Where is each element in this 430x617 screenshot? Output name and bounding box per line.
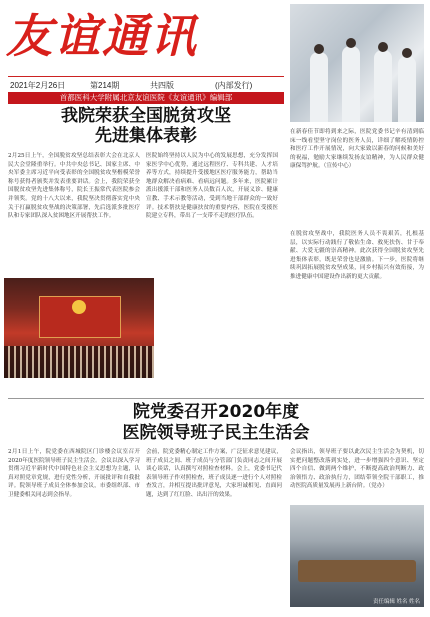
ceremony-photo — [4, 278, 154, 378]
top-photo — [290, 4, 424, 122]
headline-2 — [8, 402, 424, 444]
side-column-text: 在新春佳节即将到来之际，医院党委书记辛有清到临床一线看望坚守岗位的医务人员，详细了解疫情防控和医疗工作开展情况，向大家致以新春的问候和美好的祝福，勉励大家继续发扬友谊精神，为人民群众健康保驾护航。（宣传中心） — [290, 129, 424, 170]
masthead-rule — [8, 76, 284, 77]
article-1-col-1: 2月25日上午，全国脱贫攻坚总结表彰大会在北京人民大会堂隆重举行。中共中央总书记、国家主席、中央军委主席习近平向受表彰的全国脱贫攻坚楷模荣誉称号获得者颁奖并发表重要讲话。会上，我院荣获全国脱贫攻坚先进集体称号，院长王振常代表医院参会并领奖。党的十八大以来，我院坚决贯彻落实党中央关于打赢脱贫攻坚战的决策部署，先后选派多批医疗队和专家团队深入贫困地区开展帮扶工作。 — [8, 153, 140, 220]
headline-2-line2: 医院领导班子民主生活会 — [122, 423, 310, 443]
section-divider — [8, 398, 424, 399]
article-2-col-1: 2月1日上午，院党委在西城院区门诊楼会议室召开2020年度医院领导班子民主生活会。会议以深入学习贯彻习近平新时代中国特色社会主义思想为主题，认真对照党章党规，进行党性分析，开展批评和自我批评。院领导班子成员全体参加会议，市委组织部、市卫健委相关同志到会指导。 — [8, 449, 140, 498]
article-2-col-3: 会议指出，领导班子要以此次民主生活会为契机，切实把问题整改落到实处，进一步增强四个意识、坚定四个自信、做到两个维护，不断提高政治判断力、政治领悟力、政治执行力，团结带领全院干部职工，推动医院高质量发展再上新台阶。（党办） — [290, 449, 424, 490]
headline-1-line2: 先进集体表彰 — [95, 126, 197, 146]
issue-note: (内部发行) — [215, 81, 253, 90]
masthead-title: 友谊通讯 — [6, 9, 198, 63]
photo-caption: 责任编辑 姓名 姓名 — [372, 599, 420, 605]
article-1-col-3: 在脱贫攻坚战中，我院医务人员不畏艰苦，扎根基层，以实际行动践行了敬佑生命、救死扶伤、甘于奉献、大爱无疆的崇高精神。此次获得全国脱贫攻坚先进集体表彰，既是荣誉也是激励。下一步，医院将继续巩固拓展脱贫攻坚成果，同乡村振兴有效衔接，为推进健康中国建设作出新的更大贡献。 — [290, 231, 424, 280]
issue-number: 第214期 — [90, 81, 120, 90]
meeting-photo — [290, 505, 424, 607]
issue-date: 2021年2月26日 — [10, 81, 66, 90]
headline-2-line1: 院党委召开2020年度 — [132, 402, 300, 422]
headline-1 — [8, 106, 284, 146]
article-2-col-2: 会前，院党委精心制定工作方案，广泛征求意见建议，班子成员之间、班子成员与分管部门负责同志之间开展谈心谈话，认真撰写对照检查材料。会上，党委书记代表领导班子作对照检查，班子成员逐一进行个人对照检查发言，并相互提出批评意见，大家坦诚相见、直面问题，达到了红红脸、出出汗的效果。 — [146, 449, 282, 498]
publisher-band: 首都医科大学附属北京友谊医院《友谊通讯》编辑部 — [8, 92, 284, 104]
headline-1-line1: 我院荣获全国脱贫攻坚 — [61, 106, 231, 126]
issue-pages: 共四版 — [150, 81, 174, 90]
article-1-col-2: 医院始终坚持以人民为中心的发展思想，充分发挥国家医学中心优势，通过远程医疗、专科共建、人才培养等方式，持续提升受援地区医疗服务能力，帮助当地群众解决看病难、看病远问题。多年来，医院累计派出援派干部和医务人员数百人次，开展义诊、健康宣教、手术示教等活动，受到当地干部群众的一致好评。技术帮扶是健康扶贫的重要内容，医院在受援医院建立专科，带出了一支带不走的医疗队伍。 — [146, 153, 278, 220]
